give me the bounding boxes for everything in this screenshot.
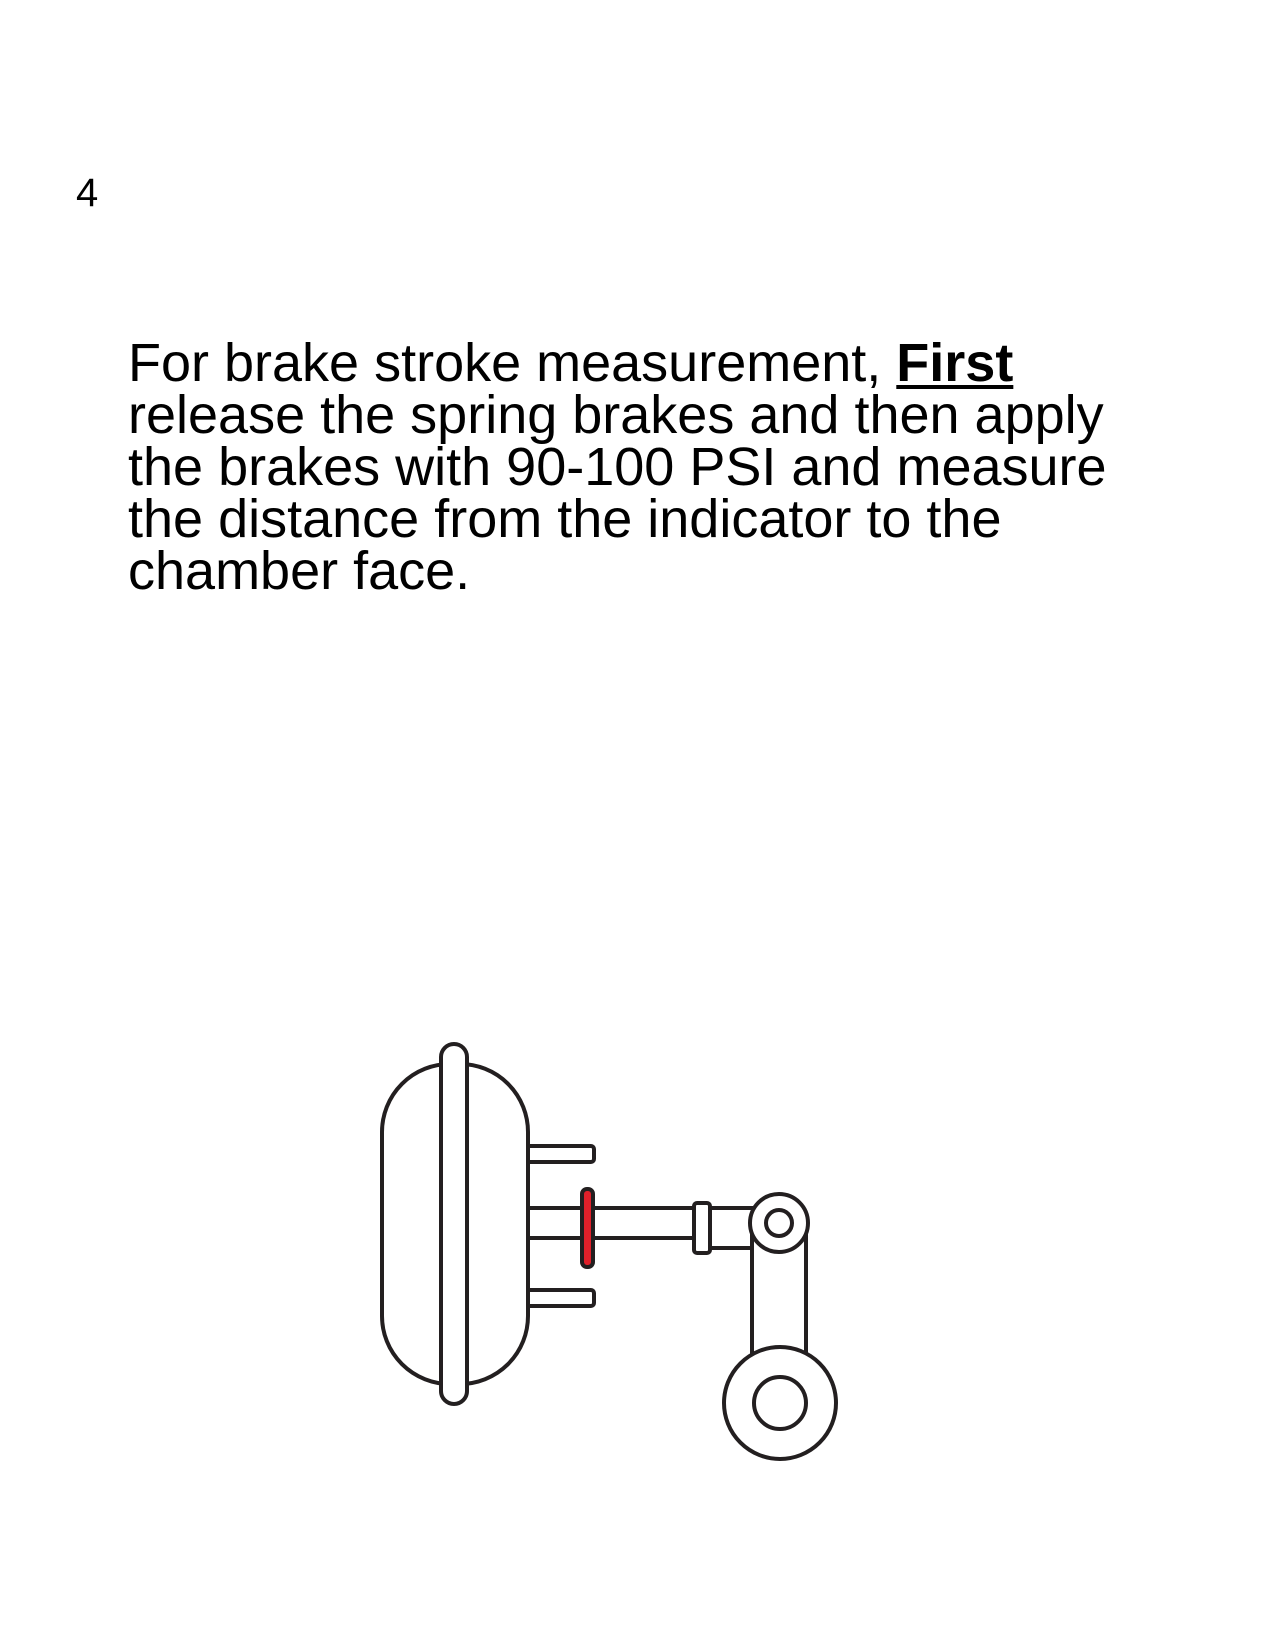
lower-mounting-stud (526, 1290, 594, 1306)
brake-chamber-body (382, 1064, 528, 1384)
instruction-rest: release the spring brakes and then apply the brakes with 90-100 PSI and measure the distance from the indicator to the chamber face. (128, 385, 1107, 601)
clevis-pin-joint (750, 1194, 808, 1252)
clamp-ring (441, 1044, 467, 1404)
clevis-nut (694, 1203, 710, 1253)
page-number: 4 (76, 171, 99, 215)
push-rod (526, 1208, 698, 1238)
camshaft-hole (754, 1377, 806, 1429)
upper-mounting-stud (526, 1146, 594, 1162)
instruction-emphasis: First (896, 333, 1014, 393)
slack-adjuster-hub (724, 1347, 836, 1459)
clevis (694, 1208, 756, 1248)
stroke-indicator-mark (582, 1189, 593, 1267)
slack-adjuster-arm (752, 1220, 806, 1375)
instruction-lead: For brake stroke measurement, (128, 333, 897, 393)
clevis-pin-hole (766, 1210, 792, 1236)
instruction-text (128, 333, 1138, 601)
